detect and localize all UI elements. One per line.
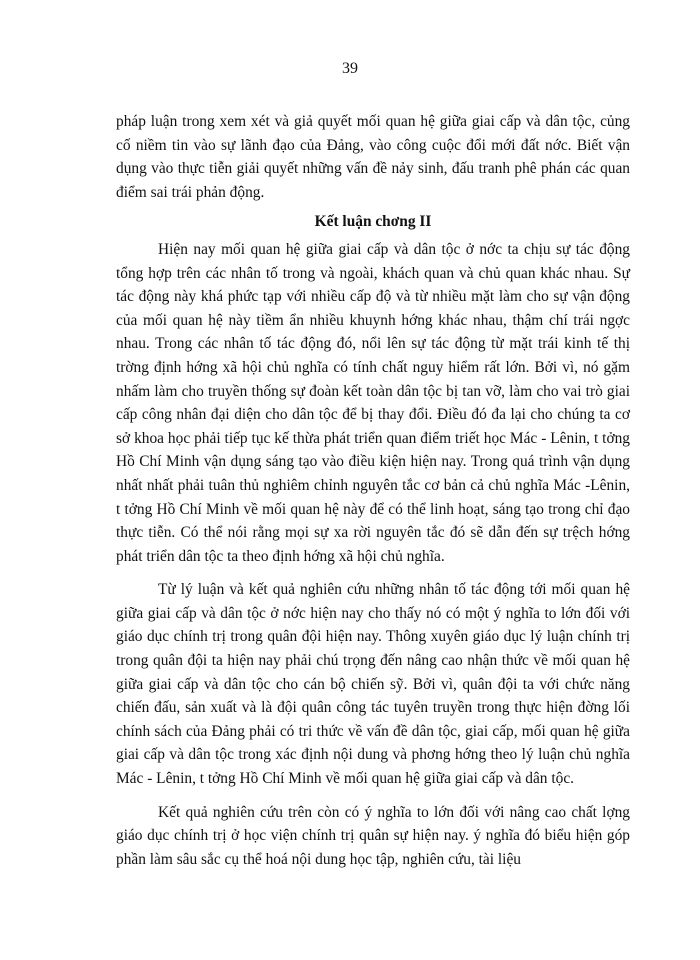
paragraph-intro-continuation: pháp luận trong xem xét và giả quyết mối quan hệ giữa giai cấp và dân tộc, củng cố niềm tin vào sự lãnh đạo của Đảng, vào công cuộc đổi mới đất nớc. Biết vận dụng vào thực tiễn giải quyết những vấn đề nảy sinh, đấu tranh phê phán các quan điểm sai trái phản động. (116, 113, 630, 201)
paragraph-body-3: Kết quả nghiên cứu trên còn có ý nghĩa to lớn đối với nâng cao chất lợng giáo dục chính trị ở học viện chính trị quân sự hiện nay. ý nghĩa đó biểu hiện góp phần làm sâu sắc cụ thể hoá nội dung học tập, nghiên cứu, tài liệu (116, 803, 630, 868)
paragraph-body-2: Từ lý luận và kết quả nghiên cứu những nhân tố tác động tới mối quan hệ giữa giai cấp và dân tộc ở nớc hiện nay cho thấy nó có một ý nghĩa to lớn đối với giáo dục chính trị trong quân đội hiện nay. Thông xuyên giáo dục lý luận chính trị trong quân đội ta hiện nay phải chú trọng đến nâng cao nhận thức về mối quan hệ giữa giai cấp và dân tộc cho cán bộ chiến sỹ. Bởi vì, quân đội ta với chức năng chiến đấu, sản xuất và là đội quân công tác tuyên truyền trong thực hiện đờng lối chính sách của Đảng phải có tri thức về vấn đề dân tộc, giai cấp, mối quan hệ giữa giai cấp và dân tộc trong xác định nội dung và phơng hớng theo lý luận chủ nghĩa Mác - Lênin, t tởng Hồ Chí Minh về mối quan hệ giữa giai cấp và dân tộc. (116, 581, 630, 788)
section-heading: Kết luận chơng II (314, 213, 432, 231)
paragraph-body-1: Hiện nay mối quan hệ giữa giai cấp và dân tộc ở nớc ta chịu sự tác động tổng hợp trên các nhân tố trong và ngoài, khách quan và chủ quan khác nhau. Sự tác động này khá phức tạp với nhiều cấp độ và từ nhiều mặt làm cho sự vận động của mối quan hệ này tiềm ẩn nhiều khuynh hớng khác nhau, thậm chí trái ngợc nhau. Trong các nhân tố tác động đó, nổi lên sự tác động từ mặt trái kinh tế thị trờng định hớng xã hội chủ nghĩa có tính chất nguy hiểm rất lớn. Bởi vì, nó gặm nhấm làm cho truyền thống sự đoàn kết toàn dân tộc bị tan vỡ, làm cho vai trò giai cấp công nhân đại diện cho dân tộc để bị thay đổi. Điều đó đa lại cho chúng ta cơ sở khoa học phải tiếp tục kế thừa phát triển quan điểm triết học Mác - Lênin, t tởng Hồ Chí Minh vận dụng sáng tạo vào điều kiện hiện nay. Trong quá trình vận dụng nhất nhất phải tuân thủ nghiêm chỉnh nguyên tắc cơ bản cả chủ nghĩa Mác -Lênin, t tởng Hồ Chí Minh về mối quan hệ này để có thể linh hoạt, sáng tạo trong chỉ đạo thực tiễn. Có thể nói rằng mọi sự xa rời nguyên tắc đó sẽ dẫn đến sự trệch hớng phát triển dân tộc ta theo định hớng xã hội chủ nghĩa. (116, 240, 630, 565)
document-body (116, 110, 630, 871)
page-number: 39 (342, 60, 358, 77)
